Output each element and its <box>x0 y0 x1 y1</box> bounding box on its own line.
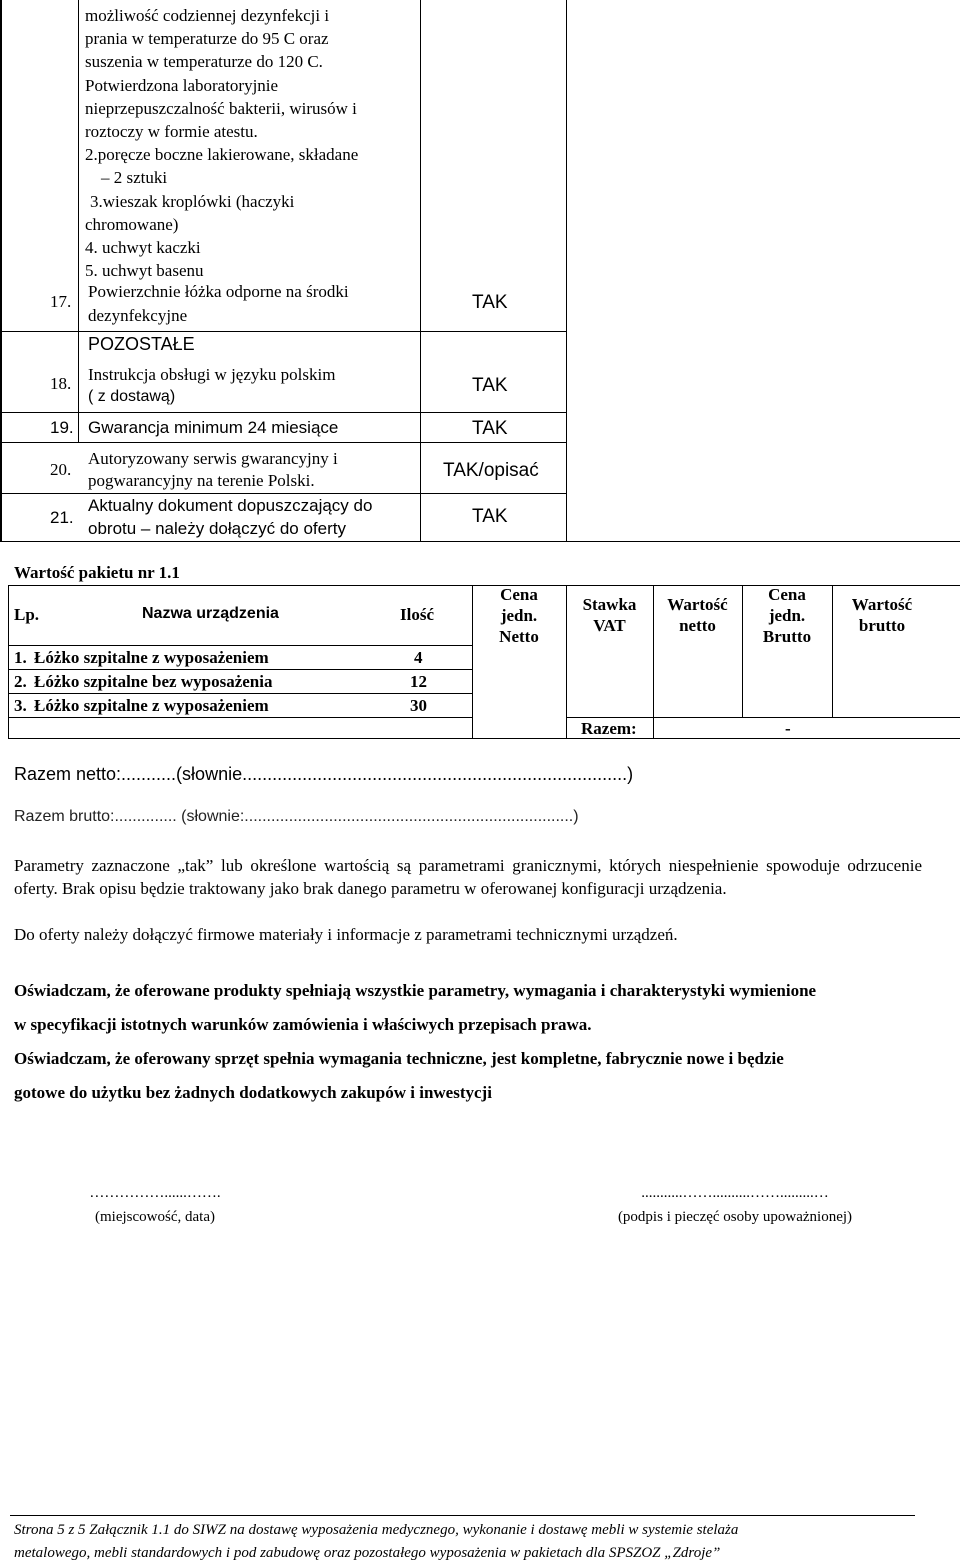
header-lp: Lp. <box>14 605 40 624</box>
header-vat <box>566 594 653 636</box>
row-qty: 4 <box>414 648 423 667</box>
row16-line: 2.poręcze boczne lakierowane, składane <box>85 145 359 165</box>
row17-number: 17. <box>50 292 72 311</box>
row20-line1: Autoryzowany serwis gwarancyjny i <box>88 449 338 468</box>
header-unit-net-line: Netto <box>499 627 539 646</box>
row18-description <box>88 364 335 408</box>
row16-line: nieprzepuszczalność bakterii, wirusów i <box>85 98 357 118</box>
row18-line2: ( z dostawą) <box>88 388 176 405</box>
header-name: Nazwa urządzenia <box>142 605 279 622</box>
row19-value: TAK <box>472 418 508 439</box>
row18-line1: Instrukcja obsługi w języku polskim <box>88 365 336 384</box>
row-lp: 3. <box>14 696 27 715</box>
header-unit-net-line: Cena <box>500 585 538 604</box>
declaration-2-line1: Oświadczam, że oferowany sprzęt spełnia wymagania techniczne, jest kompletne, fabrycznie nowe i będzie <box>14 1049 784 1068</box>
header-value-net-line: Wartość <box>667 595 728 614</box>
row-lp: 2. <box>14 672 27 691</box>
footer-line: Strona 5 z 5 Załącznik 1.1 do SIWZ na dostawę wyposażenia medycznego, wykonanie i dostawę mebli w systemie stelaża <box>14 1522 739 1538</box>
row16-line: Potwierdzona laboratoryjnie <box>85 75 279 95</box>
row16-line: 3.wieszak kroplówki (haczyki <box>90 191 295 211</box>
row16-line: – 2 sztuki <box>101 168 168 188</box>
declaration-1-line1: Oświadczam, że oferowane produkty spełniają wszystkie parametry, wymagania i charakterystyki wymienione <box>14 981 817 1000</box>
footer <box>14 1519 738 1565</box>
declaration-2-line2: gotowe do użytku bez żadnych dodatkowych zakupów i inwestycji <box>14 1083 492 1102</box>
row16-line: możliwość codziennej dezynfekcji i <box>85 6 330 25</box>
row18-number: 18. <box>50 374 72 393</box>
row19-number: 19. <box>50 418 74 437</box>
row20-line2: pogwarancyjny na terenie Polski. <box>88 471 315 490</box>
package-title: Wartość pakietu nr 1.1 <box>14 563 180 582</box>
header-unit-gross-line: Cena <box>768 585 806 604</box>
signature-authorized-dots: ...........……..........…….........… <box>641 1185 829 1201</box>
row17-description <box>88 280 349 328</box>
row21-line2: obrotu – należy dołączyć do oferty <box>88 519 346 538</box>
row17-line1: Powierzchnie łóżka odporne na środki <box>88 282 349 301</box>
row17-value: TAK <box>472 292 508 313</box>
header-value-gross-line: brutto <box>858 616 906 635</box>
row16-line: 4. uchwyt kaczki <box>85 238 201 258</box>
row16-line: chromowane) <box>85 214 179 234</box>
row19-description: Gwarancja minimum 24 miesiące <box>88 418 339 437</box>
header-value-net <box>653 594 742 636</box>
row-qty: 12 <box>410 672 427 691</box>
row20-description <box>88 448 338 492</box>
declaration-1-line2: w specyfikacji istotnych warunków zamówienia i właściwych przepisach prawa. <box>14 1015 592 1034</box>
header-unit-gross-line: jedn. <box>768 606 806 625</box>
row-name: Łóżko szpitalne z wyposażeniem <box>34 648 269 667</box>
total-label: Razem: <box>581 719 637 738</box>
total-value: - <box>785 719 791 738</box>
row16-line: 5. uchwyt basenu <box>85 261 204 281</box>
row17-line2: dezynfekcyjne <box>88 306 188 325</box>
row16-line: roztoczy w formie atestu. <box>85 122 258 142</box>
header-vat-line: VAT <box>593 616 626 635</box>
signature-authorized-label: (podpis i pieczęć osoby upoważnionej) <box>617 1209 853 1225</box>
signature-place-label: (miejscowość, data) <box>95 1209 215 1225</box>
footer-line: metalowego, mebli standardowych i pod zabudowę oraz pozostałego wyposażenia w pakietach dla SPSZOZ „Zdroje” <box>14 1545 721 1561</box>
row20-value: TAK/opisać <box>443 460 539 481</box>
params-note: Parametry zaznaczone „tak” lub określone wartością są parametrami granicznymi, których niespełnienie spowoduje odrzucenie oferty. Brak opisu będzie traktowany jako brak danego parametru w oferowanej konfiguracji urządzenia. <box>14 856 922 898</box>
header-unit-gross-line: Brutto <box>762 627 812 646</box>
header-value-gross-line: Wartość <box>851 595 913 614</box>
signature-place-dots: ……………......……. <box>89 1185 221 1201</box>
row-name: Łóżko szpitalne z wyposażeniem <box>34 696 269 715</box>
header-unit-gross <box>742 584 832 647</box>
header-unit-net <box>472 584 566 647</box>
row-name: Łóżko szpitalne bez wyposażenia <box>34 672 273 691</box>
footer-divider <box>10 1515 915 1516</box>
row20-number: 20. <box>50 460 72 479</box>
razem-brutto: Razem brutto:.............. (słownie:..........................................................................) <box>14 808 579 825</box>
section-header: POZOSTAŁE <box>88 334 195 354</box>
row21-value: TAK <box>472 506 508 527</box>
params-note-attachments: Do oferty należy dołączyć firmowe materiały i informacje z parametrami technicznymi urządzeń. <box>14 925 678 944</box>
razem-netto: Razem netto:...........(słownie.............................................................................) <box>14 764 634 784</box>
row21-description <box>88 494 372 540</box>
row16-line: suszenia w temperaturze do 120 C. <box>85 52 323 72</box>
row16-line: prania w temperaturze do 95 C oraz <box>85 29 329 49</box>
header-vat-line: Stawka <box>582 595 637 614</box>
header-value-gross <box>832 594 932 636</box>
header-unit-net-line: jedn. <box>500 606 538 625</box>
header-value-net-line: netto <box>679 616 716 635</box>
row18-value: TAK <box>472 375 508 396</box>
row-lp: 1. <box>14 648 27 667</box>
row21-number: 21. <box>50 508 74 527</box>
row16-description <box>85 4 415 282</box>
row-qty: 30 <box>410 696 427 715</box>
signature-place-date <box>40 1181 270 1229</box>
row21-line1: Aktualny dokument dopuszczający do <box>88 496 373 515</box>
header-qty: Ilość <box>400 605 434 624</box>
signature-authorized <box>560 1181 910 1229</box>
